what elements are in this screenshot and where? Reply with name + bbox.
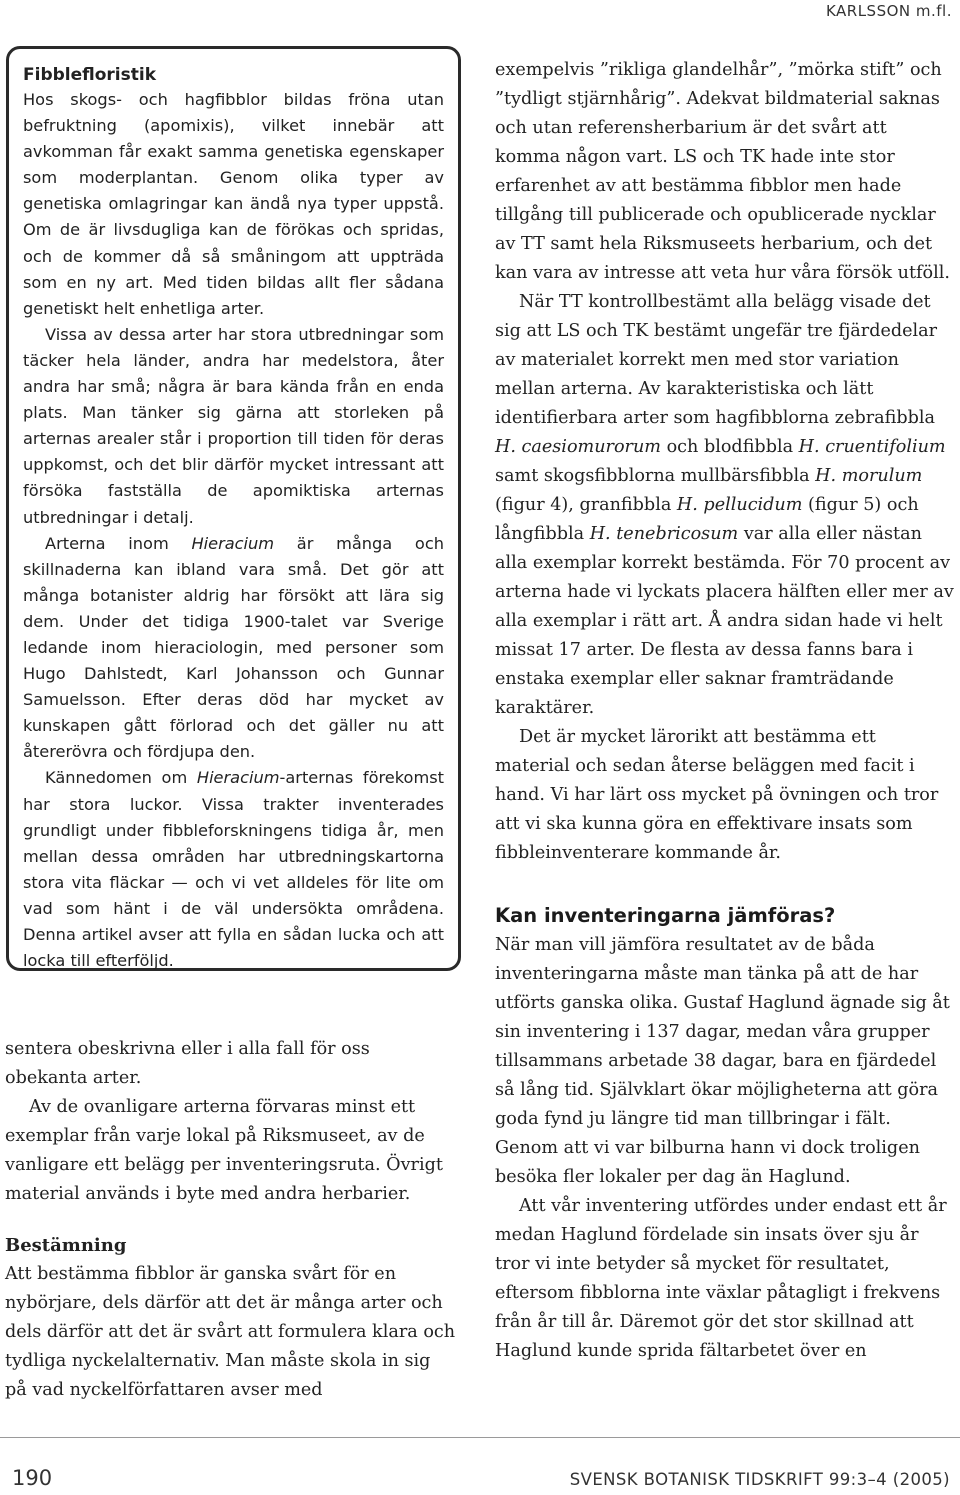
fact-box-paragraph-4: [23, 765, 444, 974]
text-run: var alla eller nästan alla exemplar korrekt bestämda. För 70 procent av arterna hade vi lyckats placera hälften eller mer av alla exemplar i rätt art. Å andra sidan hade vi helt missat 17 arter. De flesta av dessa fanns bara i enstaka exemplar eller saknar framträdande karaktärer.: [495, 524, 954, 718]
fact-box-paragraph-2: Vissa av dessa arter har stora utbredningar som täcker hela länder, andra har medelstora, åter andra har små; några är bara kända från en enda plats. Man tänker sig gärna att storleken på arternas arealer står i proportion till tiden för deras uppkomst, och det blir därför mycket intressant att försöka fastställa de apomiktiska arternas utbredningar i detalj.: [23, 324, 444, 527]
text-run: Arterna inom: [45, 533, 192, 553]
genus-name: Hieracium: [191, 533, 275, 553]
species-name: H. morulum: [815, 466, 923, 486]
text-run: samt skogsfibblorna mullbärsfibbla: [495, 466, 816, 486]
text-run: När TT kontrollbestämt alla belägg visade det sig att LS och TK bestämt ungefär tre fjärdedelar av materialet korrekt men med stor variation mellan arterna. Av karakteristiska och lätt identifierbara arter som hagfibblorna zebrafibbla: [495, 292, 938, 428]
right-paragraph-5: Att vår inventering utfördes under endast ett år medan Haglund fördelade sin insats över sju år tror vi inte betyder så mycket för resultatet, eftersom fibblorna inte växlar påtagligt i frekvens från år till år. Däremot gör det stor skillnad att Haglund kunde sprida fältarbetet över en: [495, 1196, 947, 1361]
fact-box-paragraph-1: Hos skogs- och hagfibblor bildas fröna utan befruktning (apomixis), vilket innebär att avkomman får exakt samma genetiska egenskaper som moderplantan. Genom olika typer av genetiska omlagringar kan ändå nya typer uppstå. Om de är livsdugliga kan de förökas och spridas, och de kommer då så småningom att uppträda som en ny art. Med tiden bildas allt fler sådana genetiskt helt enhetliga arter.: [23, 90, 444, 318]
text-run: (figur 5) och långfibbla: [495, 495, 919, 544]
text-run: -arternas förekomst har stora luckor. Vissa trakter inventerades grundligt under fibbleforskningens tidiga år, men mellan dessa områden har utbredningskartorna stora vita fläckar — och vi vet alldeles för lite om vad som hänt i de väl undersökta områdena. Denna artikel avser att fylla en sådan lucka och att locka till efterföljd.: [23, 768, 445, 971]
text-run: Kännedomen om: [45, 768, 197, 788]
species-name: H. caesiomurorum: [495, 437, 661, 457]
section-heading-comparison: Kan inventeringarna jämföras?: [495, 904, 836, 927]
text-run: (figur 4), granfibbla: [495, 495, 677, 515]
section-heading-bestamning: Bestämning: [5, 1235, 127, 1256]
footer-divider: [0, 1437, 960, 1438]
species-name: H. cruentifolium: [798, 437, 946, 457]
left-paragraph-1: sentera obeskrivna eller i alla fall för oss obekanta arter.: [5, 1039, 370, 1088]
left-column-text: [5, 1035, 457, 1405]
running-header-author: KARLSSON m.fl.: [825, 2, 952, 20]
left-paragraph-3: Att bestämma fibblor är ganska svårt för en nybörjare, dels därför att det är många arter och dels därför att det är svårt att formulera klara och tydliga nyckelalternativ. Man måste skola in sig på vad nyckelförfattaren avser med: [5, 1264, 456, 1400]
species-name: H. pellucidum: [676, 495, 803, 515]
journal-citation: SVENSK BOTANISK TIDSKRIFT 99:3–4 (2005): [569, 1470, 950, 1489]
right-paragraph-4: När man vill jämföra resultatet av de båda inventeringarna måste man tänka på att de har utförts ganska olika. Gustaf Haglund ägnade sig åt sin inventering i 137 dagar, medan våra grupper tillsammans arbetade 38 dagar, bara en fjärdedel så lång tid. Självklart ökar möjligheterna att göra goda fynd ju längre tid man tillbringar i fält. Genom att vi var bilburna hann vi dock troligen besöka fler lokaler per dag än Haglund.: [495, 935, 950, 1187]
right-column-text: [495, 56, 955, 1366]
fact-box: [6, 46, 461, 971]
right-paragraph-2: [495, 288, 955, 723]
page-number: 190: [12, 1466, 53, 1490]
fact-box-paragraph-3: [23, 531, 444, 766]
genus-name: Hieracium: [196, 768, 280, 788]
right-paragraph-1: exempelvis ”rikliga glandelhår”, ”mörka stift” och ”tydligt stjärnhårig”. Adekvat bildmaterial saknas och utan referensherbarium är det svårt att komma någon vart. LS och TK hade inte stor erfarenhet av att bestämma fibblor men hade tillgång till publicerade och opublicerade nycklar av TT samt hela Riksmuseets herbarium, och det kan vara av intresse att veta hur våra försök utföll.: [495, 60, 950, 283]
text-run: och blodfibbla: [660, 437, 799, 457]
text-run: är många och skillnaderna kan ibland vara små. Det gör att många botanister aldrig har försökt att lära sig dem. Under det tidiga 1900-talet var Sverige ledande inom hieraciologin, med personer som Hugo Dahlstedt, Karl Johansson och Gunnar Samuelsson. Efter deras död har mycket av kunskapen gått förlorad och det gäller nu att återerövra och fördjupa den.: [23, 533, 444, 762]
fact-box-title: Fibblefloristik: [23, 65, 157, 85]
right-paragraph-3: Det är mycket lärorikt att bestämma ett material och sedan återse beläggen med facit i hand. Vi har lärt oss mycket på övningen och tror att vi ska kunna göra en effektivare insats som fibbleinventerare kommande år.: [495, 727, 939, 863]
species-name: H. tenebricosum: [589, 524, 739, 544]
left-paragraph-2: Av de ovanligare arterna förvaras minst ett exemplar från varje lokal på Riksmuseet, av de vanligare ett belägg per inventeringsruta. Övrigt material används i byte med andra herbarier.: [5, 1097, 443, 1204]
